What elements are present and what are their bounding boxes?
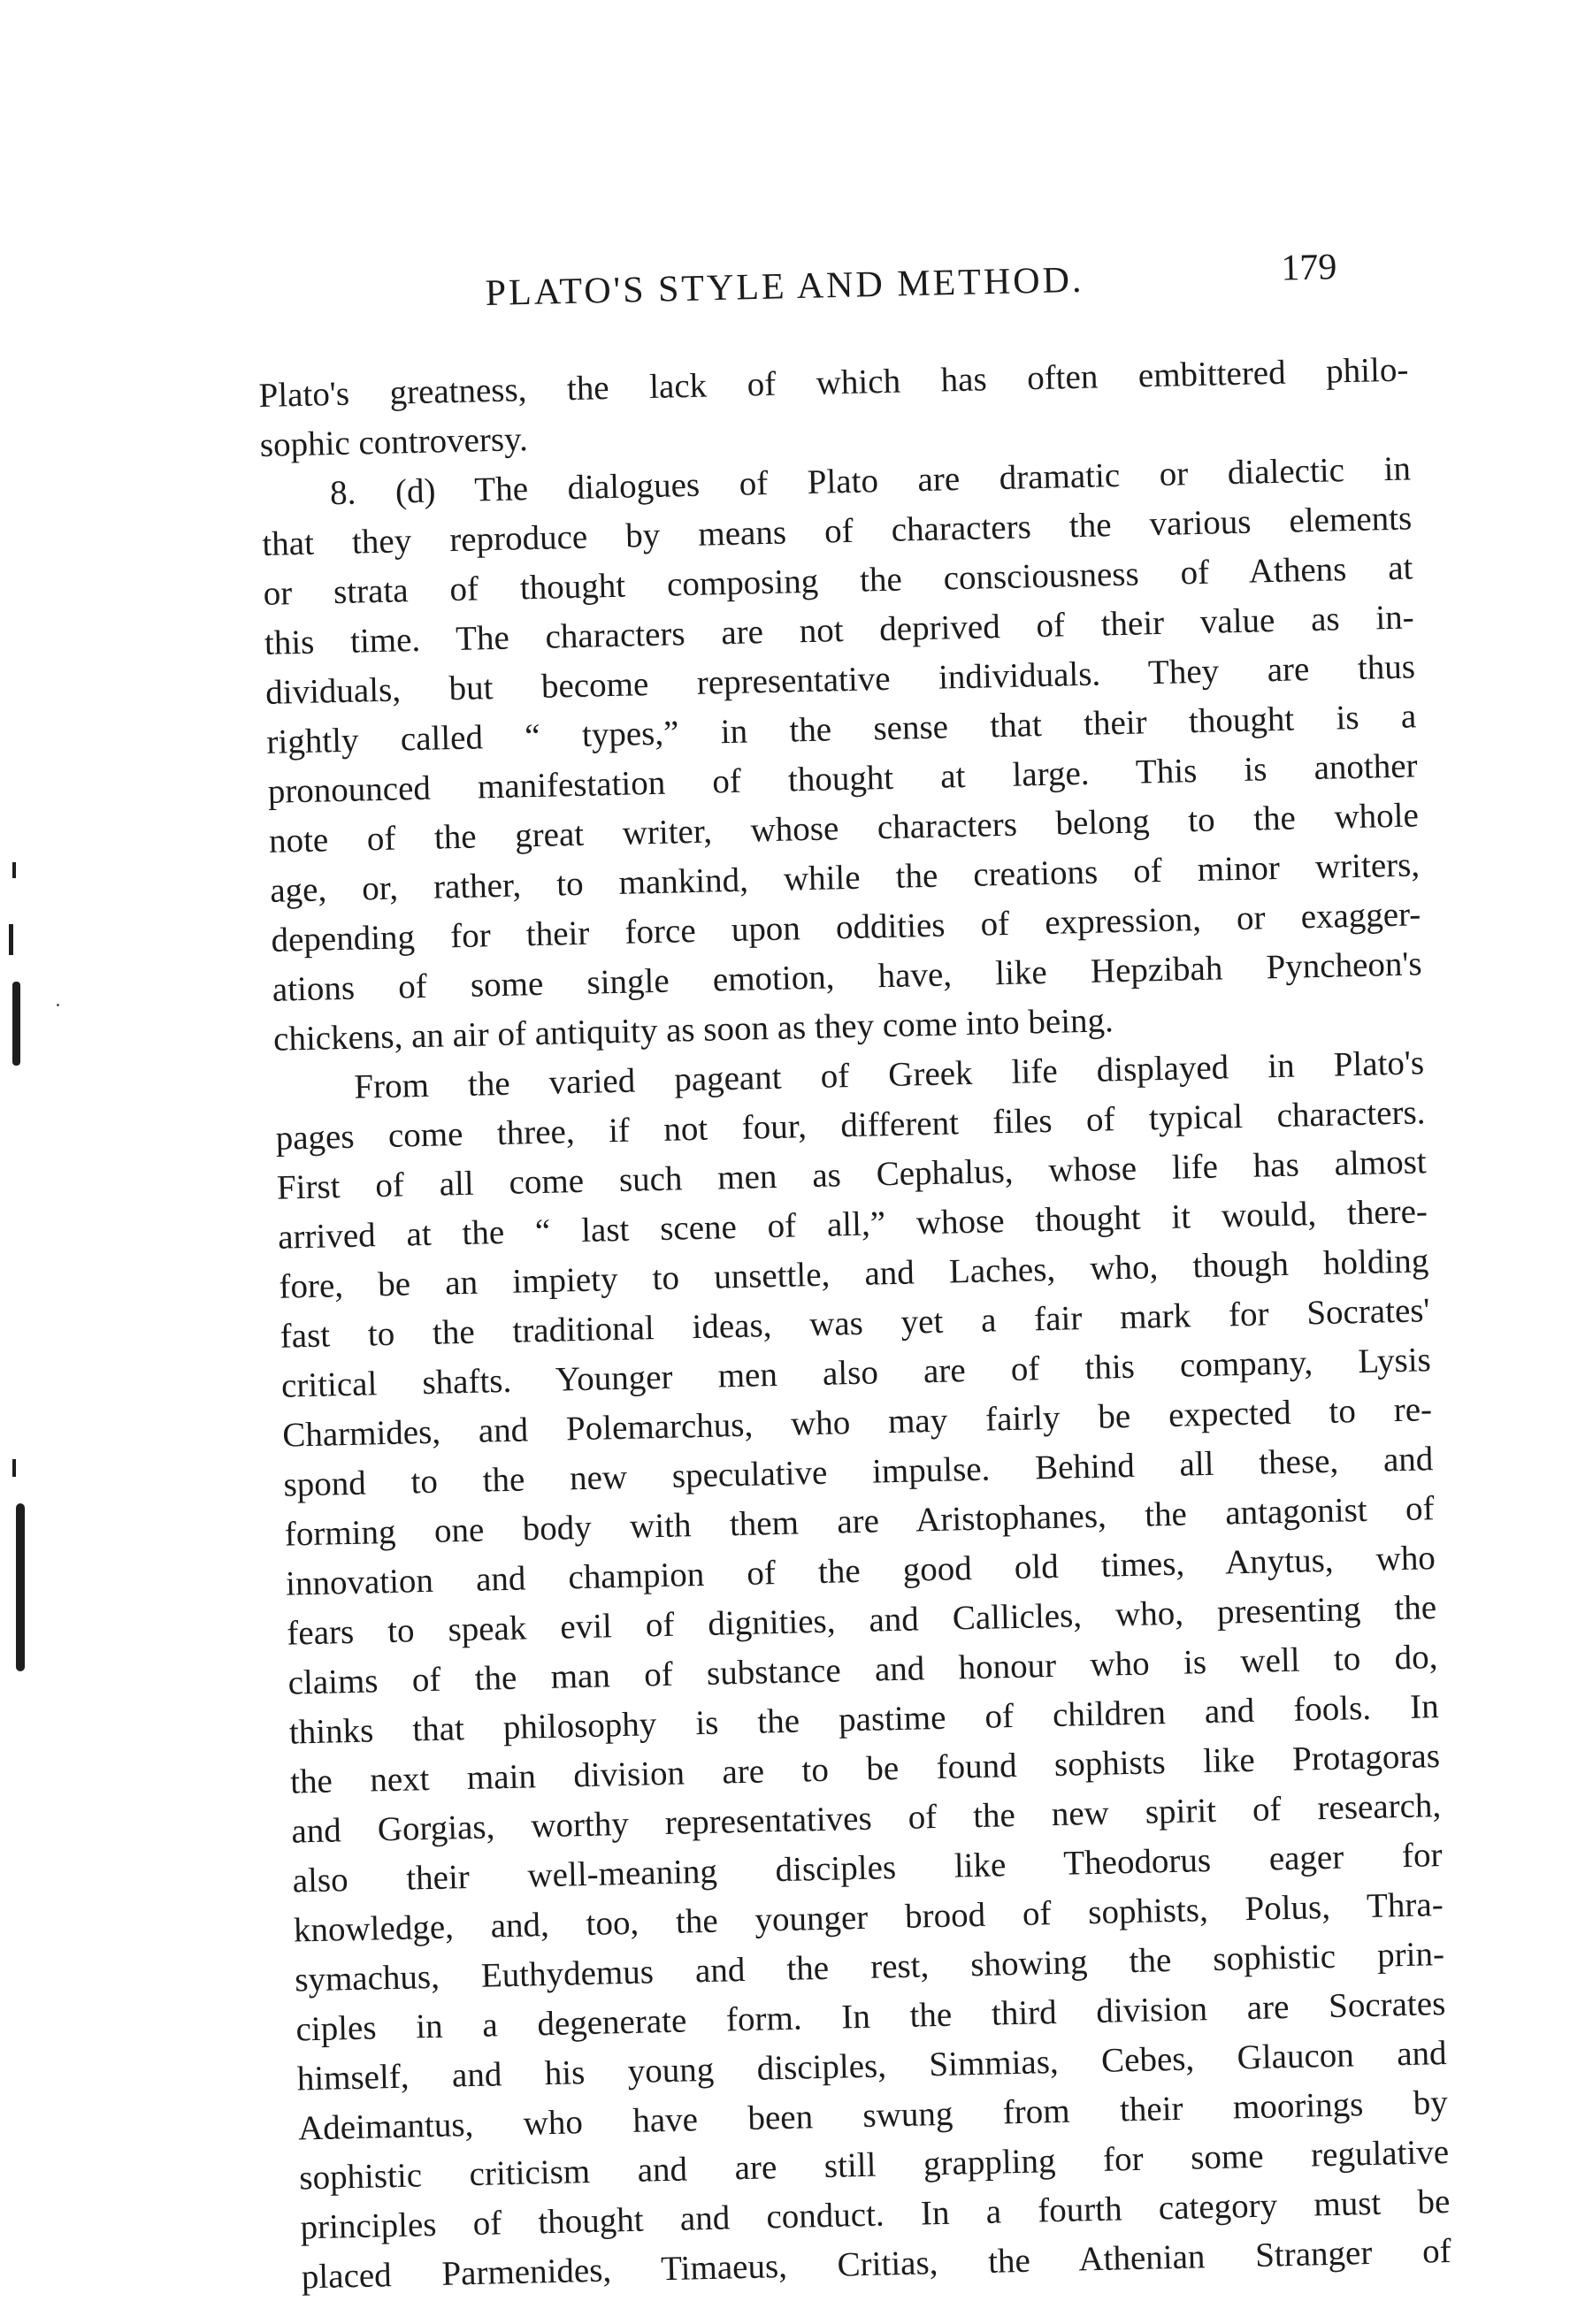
text-line: pronounced manifestation of thought at large. This is another (267, 746, 1418, 811)
scan-edge-mark (12, 862, 16, 878)
text-line: rightly called “ types,” in the sense that their thought is a (266, 697, 1417, 761)
text-line: chickens, an air of antiquity as soon as they come into being. (272, 1001, 1114, 1059)
scan-edge-mark (12, 1459, 16, 1477)
scan-edge-mark (16, 1503, 25, 1671)
scan-edge-mark (9, 924, 13, 955)
text-line: Adeimantus, who have been swung from their moorings by (297, 2083, 1449, 2148)
text-line: Charmides, and Polemarchus, who may fairly be expected to re- (281, 1390, 1433, 1455)
text-line: sophistic criticism and are still grappling for some regulative (298, 2132, 1450, 2198)
text-line: knowledge, and, too, the younger brood of sophists, Polus, Thra- (293, 1885, 1444, 1950)
text-line: claims of the man of substance and honour who is well to do, (287, 1638, 1438, 1702)
text-line: principles of thought and conduct. In a fourth category must be (300, 2182, 1451, 2247)
text-line: thinks that philosophy is the pastime of children and fools. In (288, 1687, 1440, 1752)
text-line: the next main division are to be found sophists like Protagoras (289, 1737, 1441, 1801)
text-line: that they reproduce by means of characters the various elements (261, 499, 1413, 563)
scan-edge-mark (12, 982, 20, 1066)
text-line: age, or, rather, to mankind, while the creations of minor writers, (269, 845, 1421, 910)
text-line: critical shafts. Younger men also are of this company, Lysis (280, 1341, 1432, 1405)
text-line: 8. (d) The dialogues of Plato are dramatic or dialectic in (329, 449, 1412, 513)
text-line: First of all come such men as Cephalus, whose life has almost (276, 1143, 1428, 1207)
page-number: 179 (1280, 247, 1337, 289)
text-line: fore, be an impiety to unsettle, and Laches, who, though holding (279, 1242, 1429, 1306)
body-text (258, 346, 1451, 2303)
text-line: forming one body with them are Aristophanes, the antagonist of (284, 1489, 1435, 1554)
text-line: dividuals, but become representative individuals. They are thus (264, 647, 1416, 712)
running-title: PLATO'S STYLE AND METHOD. (485, 259, 1084, 314)
text-line: pages come three, if not four, different files of typical characters. (275, 1093, 1426, 1158)
text-line: also their well-meaning disciples like Theodorus eager for (292, 1836, 1443, 1900)
running-head (485, 245, 1388, 327)
text-line: ciples in a degenerate form. In the third division are Socrates (295, 1984, 1446, 2049)
text-line: fears to speak evil of dignities, and Callicles, who, presenting the (286, 1588, 1437, 1653)
text-line: ations of some single emotion, have, like Hepzibah Pyncheon's (272, 944, 1423, 1009)
text-line: himself, and his young disciples, Simmias, Cebes, Glaucon and (296, 2034, 1447, 2098)
text-line: depending for their force upon oddities of expression, or exagger- (271, 895, 1421, 959)
text-line: Plato's greatness, the lack of which has often embittered philo- (258, 350, 1409, 415)
text-line: fast to the traditional ideas, was yet a fair mark for Socrates' (280, 1291, 1430, 1356)
scan-speck (57, 1004, 59, 1006)
text-line: placed Parmenides, Timaeus, Critias, the Athenian Stranger of (301, 2231, 1452, 2297)
text-line: innovation and champion of the good old times, Anytus, who (285, 1539, 1436, 1603)
text-line: and Gorgias, worthy representatives of the new spirit of research, (290, 1786, 1442, 1851)
text-line: this time. The characters are not deprived of their value as in- (264, 598, 1415, 662)
text-line: From the varied pageant of Greek life displayed in Plato's (353, 1044, 1425, 1106)
text-line: symachus, Euthydemus and the rest, showing the sophistic prin- (294, 1935, 1445, 1999)
text-line: note of the great writer, whose characters belong to the whole (268, 796, 1420, 860)
text-line: sophic controversy. (259, 420, 529, 464)
text-line: or strata of thought composing the consciousness of Athens at (263, 548, 1413, 613)
text-line: arrived at the “ last scene of all,” whose thought it would, there- (277, 1192, 1428, 1257)
text-line: spond to the new speculative impulse. Behind all these, and (283, 1440, 1434, 1504)
